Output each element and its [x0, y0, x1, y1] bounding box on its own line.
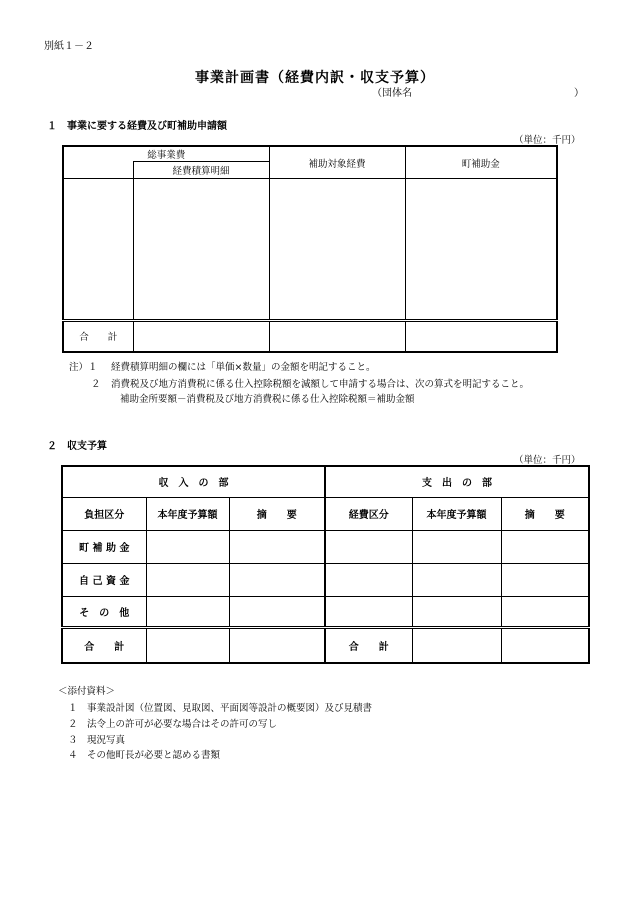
budget-cell[interactable]: [146, 530, 229, 563]
cost-cell-subsidy[interactable]: [405, 179, 557, 321]
budget-cell[interactable]: [412, 563, 501, 596]
row-label-town-subsidy: 町 補 助 金: [62, 530, 146, 563]
expense-total-cell[interactable]: [412, 627, 501, 663]
summary-cell[interactable]: [229, 596, 325, 627]
total-cell-subsidy[interactable]: [405, 321, 557, 352]
expense-category-header: 経費区分: [325, 497, 412, 530]
expense-budget-header: 本年度予算額: [412, 497, 501, 530]
section2-heading: ２ 収支予算: [47, 441, 107, 452]
income-total-label: 合 計: [62, 627, 146, 663]
cost-cell-eligible[interactable]: [269, 179, 405, 321]
note-2-number: ２: [91, 379, 101, 390]
total-cell-detail[interactable]: [133, 321, 269, 352]
attachment-item: ４ その他町長が必要と認める書類: [68, 750, 221, 761]
section1-heading: １ 事業に要する経費及び町補助申請額: [47, 121, 227, 132]
note-prefix: 注）１: [69, 362, 98, 373]
income-total-summary[interactable]: [229, 627, 325, 663]
organization-name-close: ）: [574, 88, 584, 99]
cost-table: [62, 145, 558, 353]
summary-cell[interactable]: [229, 530, 325, 563]
note-1: 経費積算明細の欄には「単価×数量」の金額を明記すること。: [111, 362, 376, 373]
section2-unit: （単位：千円）: [514, 455, 581, 466]
expense-category-cell[interactable]: [325, 563, 412, 596]
budget-cell[interactable]: [412, 596, 501, 627]
header-total-cost: 総事業費: [63, 146, 269, 162]
attachment-item: ３ 現況写真: [68, 735, 126, 746]
income-header: 収 入 の 部: [62, 466, 325, 497]
summary-cell[interactable]: [229, 563, 325, 596]
attachment-item: ２ 法令上の許可が必要な場合はその許可の写し: [68, 719, 278, 730]
summary-cell[interactable]: [501, 530, 589, 563]
header-cost-detail: 経費積算明細: [133, 162, 269, 179]
note-2: 消費税及び地方消費税に係る仕入控除税額を減額して申請する場合は、次の算式を明記すること。: [111, 379, 530, 390]
expense-header: 支 出 の 部: [325, 466, 589, 497]
section1-unit: （単位：千円）: [514, 135, 581, 146]
document-label: 別紙１－２: [44, 41, 94, 52]
summary-cell[interactable]: [501, 596, 589, 627]
budget-cell[interactable]: [146, 563, 229, 596]
income-budget-header: 本年度予算額: [146, 497, 229, 530]
income-summary-header: 摘 要: [229, 497, 325, 530]
attachment-item: １ 事業設計図（位置図、見取図、平面図等設計の概要図）及び見積書: [68, 703, 373, 714]
total-label: 合 計: [63, 321, 133, 352]
total-cell-eligible[interactable]: [269, 321, 405, 352]
header-blank: [63, 162, 133, 179]
header-eligible-cost: 補助対象経費: [269, 146, 405, 179]
expense-category-cell[interactable]: [325, 530, 412, 563]
burden-header: 負担区分: [62, 497, 146, 530]
expense-total-summary[interactable]: [501, 627, 589, 663]
expense-total-label: 合 計: [325, 627, 412, 663]
expense-summary-header: 摘 要: [501, 497, 589, 530]
attachments-heading: ＜添付資料＞: [58, 686, 116, 697]
note-3: 補助金所要額－消費税及び地方消費税に係る仕入控除税額＝補助金額: [120, 394, 415, 405]
row-label-own-funds: 自 己 資 金: [62, 563, 146, 596]
row-label-other: そ の 他: [62, 596, 146, 627]
cost-cell-detail[interactable]: [133, 179, 269, 321]
expense-category-cell[interactable]: [325, 596, 412, 627]
income-total-cell[interactable]: [146, 627, 229, 663]
budget-cell[interactable]: [146, 596, 229, 627]
cost-cell-item[interactable]: [63, 179, 133, 321]
budget-cell[interactable]: [412, 530, 501, 563]
page-title: 事業計画書（経費内訳・収支予算）: [195, 70, 435, 86]
header-subsidy: 町補助金: [405, 146, 557, 179]
summary-cell[interactable]: [501, 563, 589, 596]
budget-table: [61, 465, 590, 664]
organization-name-open: （団体名: [372, 88, 412, 99]
